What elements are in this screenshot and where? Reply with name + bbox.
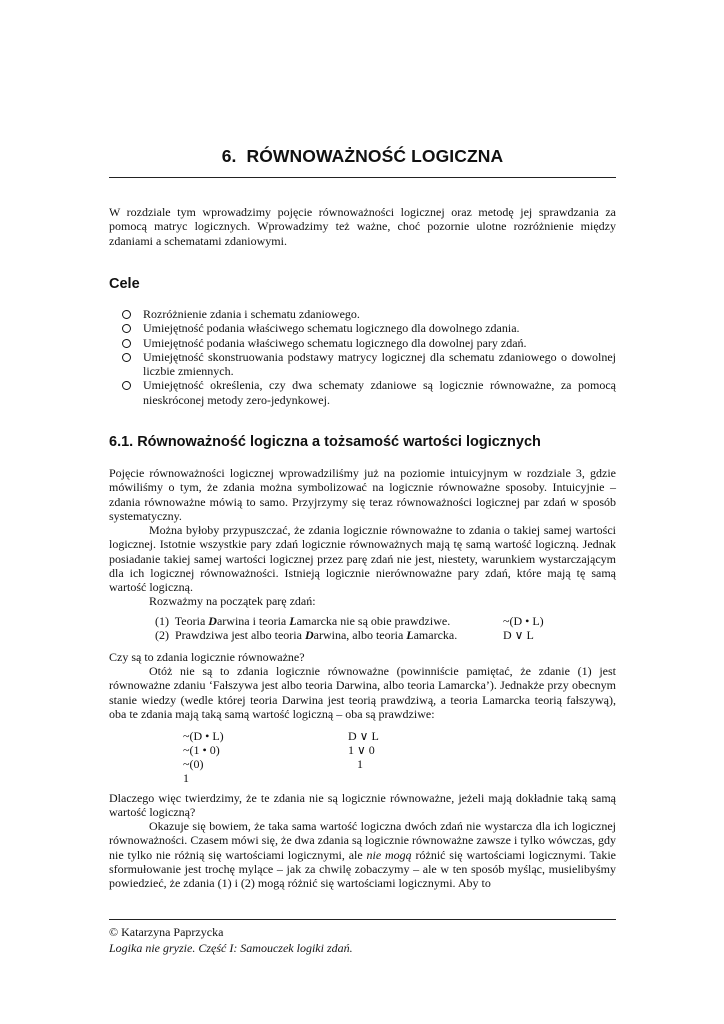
goals-heading: Cele [109,276,140,292]
evaluation-left-2: ~(0) [183,757,204,771]
chapter-title [109,146,616,167]
footer-copyright: © Katarzyna Paprzycka [109,925,224,939]
section-paragraph-4: Otóż nie są to zdania logicznie równoważne (powinniście pamiętać, że zdanie (1) jest równoważne zdaniu ‘Fałszywa jest albo teoria Darwina, albo teoria Lamarcka’). Jednakże przy obecnym stanie wiedzy (wedle której teoria Darwina jest teorią prawdziwą, a teoria Lamarcka teorią fałszywą), oba te zdania mają taką samą wartość logiczną – oba są prawdziwe: [109,664,616,721]
example-1: (1) Teoria Darwina i teoria Lamarcka nie są obie prawdziwe. [155,614,451,628]
chapter-title-text: RÓWNOWAŻNOŚĆ LOGICZNA [246,146,504,166]
section-paragraph-2: Można byłoby przypuszczać, że zdania logicznie równoważne to zdania o takiej samej wartości logicznej. Istotnie wszystkie pary zdań logicznie równoważnych mają tę samą wartość logiczną. Jednak posiadanie takiej samej wartości logicznej przez parę zdań nie jest, niestety, warunkiem wystarczającym dla ich logicznej równoważności. Istnieją logicznie nierównoważne pary zdań, które mają tę samą wartość logiczną. [109,523,616,595]
circle-bullet-icon [122,353,131,362]
intro-paragraph: W rozdziale tym wprowadzimy pojęcie równoważności logicznej oraz metodę jej sprawdzania za pomocą matryc logicznych. Wprowadzimy też ważne, choć pozornie ulotne rozróżnienie między zdaniami a schematami zdaniowymi. [109,205,616,248]
title-rule [109,177,616,178]
evaluation-left-0: ~(D • L) [183,729,224,743]
question-line: Czy są to zdania logicznie równoważne? [109,650,305,664]
section-paragraph-5: Dlaczego więc twierdzimy, że te zdania nie są logicznie równoważne, jeżeli mają dokładnie taką samą wartość logiczną? [109,791,616,820]
section-paragraph-3: Rozważmy na początek parę zdań: [149,594,316,608]
goal-item: Umiejętność określenia, czy dwa schematy zdaniowe są logicznie równoważne, za pomocą nieskróconej metody zero-jedynkowej. [109,378,616,407]
goal-item: Umiejętność skonstruowania podstawy matrycy logicznej dla schematu zdaniowego o dowolnej liczbie zmiennych. [109,350,616,379]
example-1-formula: ~(D • L) [503,614,544,628]
goals-list [109,307,616,407]
section-heading: 6.1. Równoważność logiczna a tożsamość wartości logicznych [109,434,541,450]
goal-item: Rozróżnienie zdania i schematu zdaniowego. [109,307,616,321]
chapter-number: 6. [221,146,237,166]
circle-bullet-icon [122,339,131,348]
circle-bullet-icon [122,381,131,390]
goal-item: Umiejętność podania właściwego schematu logicznego dla dowolnego zdania. [109,321,616,335]
evaluation-right-1: 1 ∨ 0 [348,743,375,757]
footer-book-title: Logika nie gryzie. Część I: Samouczek logiki zdań. [109,941,353,955]
goal-item: Umiejętność podania właściwego schematu logicznego dla dowolnej pary zdań. [109,336,616,350]
evaluation-left-3: 1 [183,771,189,785]
section-paragraph-6: Okazuje się bowiem, że taka sama wartość logiczna dwóch zdań nie wystarcza dla ich logicznej równoważności. Czasem mówi się, że dwa zdania są logicznie równoważne zawsze i tylko wówczas, gdy nie tylko nie różnią się wartościami logicznymi, ale nie mogą różnić się wartościami logicznymi. Takie sformułowanie jest trochę mylące – jak za chwilę zobaczymy – ale w ten sposób myśląc, musielibyśmy powiedzieć, że zdania (1) i (2) mogą różnić się wartościami logicznymi. Aby to [109,819,616,891]
evaluation-right-0: D ∨ L [348,729,379,743]
circle-bullet-icon [122,310,131,319]
section-paragraph-1: Pojęcie równoważności logicznej wprowadziliśmy już na poziomie intuicyjnym w rozdziale 3, gdzie mówiliśmy o tym, że zdania można symbolizować na logicznie równoważne sposoby. Intuicyjnie – zdania równoważne mówią to samo. Przyjrzymy się teraz równoważności logicznej par zdań w sposób systematyczny. [109,466,616,523]
example-2: (2) Prawdziwa jest albo teoria Darwina, albo teoria Lamarcka. [155,628,458,642]
example-2-formula: D ∨ L [503,628,534,642]
evaluation-right-2: 1 [357,757,363,771]
circle-bullet-icon [122,324,131,333]
evaluation-left-1: ~(1 • 0) [183,743,220,757]
footer-rule [109,919,616,920]
